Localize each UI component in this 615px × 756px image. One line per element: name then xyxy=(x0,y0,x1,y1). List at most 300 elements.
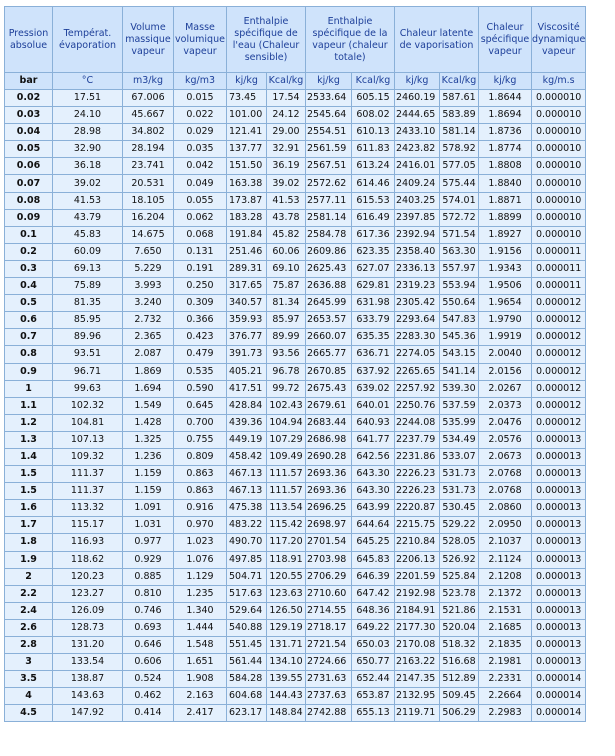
table-cell: 0.4 xyxy=(5,278,52,294)
table-cell: 2215.75 xyxy=(395,517,439,533)
table-cell: 138.87 xyxy=(53,671,122,687)
table-cell: 0.049 xyxy=(174,175,226,191)
unit-header: kj/kg xyxy=(395,73,439,89)
table-cell: 2.417 xyxy=(174,705,226,721)
table-cell: 2.732 xyxy=(123,312,173,328)
table-cell: 0.8 xyxy=(5,346,52,362)
table-cell: 89.96 xyxy=(53,329,122,345)
table-row xyxy=(5,671,585,687)
table-cell: 0.590 xyxy=(174,381,226,397)
table-row xyxy=(5,141,585,157)
table-cell: 578.92 xyxy=(440,141,478,157)
table-cell: 646.39 xyxy=(352,569,394,585)
table-cell: 561.44 xyxy=(227,654,266,670)
table-cell: 2742.88 xyxy=(306,705,351,721)
table-cell: 2.1835 xyxy=(479,637,531,653)
table-row xyxy=(5,107,585,123)
table-cell: 551.45 xyxy=(227,637,266,653)
table-cell: 1.5 xyxy=(5,466,52,482)
table-cell: 1.1 xyxy=(5,398,52,414)
table-cell: 0.000013 xyxy=(532,500,585,516)
column-header: Températ. évaporation xyxy=(53,7,122,72)
table-cell: 117.20 xyxy=(267,534,305,550)
table-cell: 0.755 xyxy=(174,432,226,448)
table-cell: 2.0267 xyxy=(479,381,531,397)
table-cell: 2177.30 xyxy=(395,620,439,636)
table-cell: 2423.82 xyxy=(395,141,439,157)
table-cell: 475.38 xyxy=(227,500,266,516)
table-cell: 2163.22 xyxy=(395,654,439,670)
table-cell: 137.77 xyxy=(227,141,266,157)
table-cell: 2170.08 xyxy=(395,637,439,653)
table-cell: 0.07 xyxy=(5,175,52,191)
table-cell: 571.54 xyxy=(440,227,478,243)
table-cell: 2665.77 xyxy=(306,346,351,362)
table-cell: 20.531 xyxy=(123,175,173,191)
table-cell: 0.000013 xyxy=(532,552,585,568)
table-cell: 1.159 xyxy=(123,466,173,482)
table-cell: 359.93 xyxy=(227,312,266,328)
table-cell: 615.53 xyxy=(352,193,394,209)
table-cell: 1 xyxy=(5,381,52,397)
table-cell: 17.51 xyxy=(53,90,122,106)
table-cell: 0.06 xyxy=(5,158,52,174)
table-cell: 1.091 xyxy=(123,500,173,516)
table-cell: 2554.51 xyxy=(306,124,351,140)
table-cell: 611.83 xyxy=(352,141,394,157)
table-cell: 2184.91 xyxy=(395,603,439,619)
table-cell: 0.6 xyxy=(5,312,52,328)
table-cell: 0.809 xyxy=(174,449,226,465)
unit-header: kj/kg xyxy=(306,73,351,89)
table-cell: 0.000013 xyxy=(532,586,585,602)
table-cell: 623.17 xyxy=(227,705,266,721)
table-cell: 0.068 xyxy=(174,227,226,243)
table-cell: 0.7 xyxy=(5,329,52,345)
table-cell: 483.22 xyxy=(227,517,266,533)
table-cell: 131.71 xyxy=(267,637,305,653)
unit-header: Kcal/kg xyxy=(440,73,478,89)
table-cell: 439.36 xyxy=(227,415,266,431)
table-cell: 2679.61 xyxy=(306,398,351,414)
table-cell: 531.73 xyxy=(440,483,478,499)
table-cell: 111.37 xyxy=(53,466,122,482)
table-cell: 0.645 xyxy=(174,398,226,414)
table-cell: 2701.54 xyxy=(306,534,351,550)
table-cell: 2210.84 xyxy=(395,534,439,550)
table-cell: 2.0673 xyxy=(479,449,531,465)
table-cell: 631.98 xyxy=(352,295,394,311)
table-cell: 2226.23 xyxy=(395,466,439,482)
table-cell: 604.68 xyxy=(227,688,266,704)
table-cell: 1.235 xyxy=(174,586,226,602)
table-cell: 1.8899 xyxy=(479,210,531,226)
table-cell: 512.89 xyxy=(440,671,478,687)
table-cell: 1.548 xyxy=(174,637,226,653)
table-cell: 16.204 xyxy=(123,210,173,226)
table-cell: 0.000010 xyxy=(532,124,585,140)
table-cell: 0.000013 xyxy=(532,432,585,448)
table-cell: 0.000014 xyxy=(532,688,585,704)
table-row xyxy=(5,261,585,277)
table-cell: 85.95 xyxy=(53,312,122,328)
table-cell: 2119.71 xyxy=(395,705,439,721)
column-header: Volume massique vapeur xyxy=(123,7,173,72)
table-cell: 0.042 xyxy=(174,158,226,174)
table-cell: 553.94 xyxy=(440,278,478,294)
table-cell: 2336.13 xyxy=(395,261,439,277)
table-cell: 0.062 xyxy=(174,210,226,226)
table-cell: 0.250 xyxy=(174,278,226,294)
table-cell: 650.77 xyxy=(352,654,394,670)
table-cell: 115.17 xyxy=(53,517,122,533)
table-cell: 191.84 xyxy=(227,227,266,243)
table-cell: 520.04 xyxy=(440,620,478,636)
table-cell: 96.78 xyxy=(267,364,305,380)
column-header: Enthalpie spécifique de la vapeur (chaleur totale) xyxy=(306,7,394,72)
table-cell: 587.61 xyxy=(440,90,478,106)
table-cell: 1.9919 xyxy=(479,329,531,345)
table-cell: 1.8644 xyxy=(479,90,531,106)
table-cell: 3 xyxy=(5,654,52,670)
table-cell: 1.6 xyxy=(5,500,52,516)
table-cell: 0.000010 xyxy=(532,193,585,209)
table-cell: 2.0156 xyxy=(479,364,531,380)
table-cell: 1.9 xyxy=(5,552,52,568)
table-cell: 1.031 xyxy=(123,517,173,533)
table-cell: 449.19 xyxy=(227,432,266,448)
table-row xyxy=(5,586,585,602)
table-cell: 2.1037 xyxy=(479,534,531,550)
table-cell: 0.700 xyxy=(174,415,226,431)
table-cell: 2.2 xyxy=(5,586,52,602)
table-cell: 0.863 xyxy=(174,466,226,482)
table-row xyxy=(5,278,585,294)
table-cell: 89.99 xyxy=(267,329,305,345)
table-cell: 0.1 xyxy=(5,227,52,243)
table-cell: 0.000013 xyxy=(532,534,585,550)
table-cell: 648.36 xyxy=(352,603,394,619)
table-row xyxy=(5,432,585,448)
table-cell: 118.91 xyxy=(267,552,305,568)
table-cell: 116.93 xyxy=(53,534,122,550)
table-cell: 0.000013 xyxy=(532,569,585,585)
table-cell: 104.81 xyxy=(53,415,122,431)
table-cell: 574.01 xyxy=(440,193,478,209)
table-cell: 45.82 xyxy=(267,227,305,243)
table-cell: 1.129 xyxy=(174,569,226,585)
table-cell: 1.340 xyxy=(174,603,226,619)
table-cell: 289.31 xyxy=(227,261,266,277)
table-cell: 102.32 xyxy=(53,398,122,414)
table-cell: 610.13 xyxy=(352,124,394,140)
steam-properties-table xyxy=(4,6,586,722)
table-cell: 2683.44 xyxy=(306,415,351,431)
unit-header: bar xyxy=(5,73,52,89)
table-cell: 0.000013 xyxy=(532,517,585,533)
table-cell: 627.07 xyxy=(352,261,394,277)
table-cell: 0.524 xyxy=(123,671,173,687)
table-row xyxy=(5,398,585,414)
table-row xyxy=(5,466,585,482)
table-cell: 2693.36 xyxy=(306,466,351,482)
table-cell: 120.55 xyxy=(267,569,305,585)
table-cell: 2265.65 xyxy=(395,364,439,380)
table-cell: 526.92 xyxy=(440,552,478,568)
table-row xyxy=(5,193,585,209)
table-cell: 0.929 xyxy=(123,552,173,568)
table-cell: 2.365 xyxy=(123,329,173,345)
table-cell: 2577.11 xyxy=(306,193,351,209)
table-row xyxy=(5,227,585,243)
table-cell: 163.38 xyxy=(227,175,266,191)
table-cell: 608.02 xyxy=(352,107,394,123)
table-cell: 2.1124 xyxy=(479,552,531,568)
table-cell: 123.27 xyxy=(53,586,122,602)
table-cell: 2 xyxy=(5,569,52,585)
table-cell: 605.15 xyxy=(352,90,394,106)
table-cell: 0.055 xyxy=(174,193,226,209)
table-cell: 0.535 xyxy=(174,364,226,380)
table-cell: 518.32 xyxy=(440,637,478,653)
table-cell: 24.10 xyxy=(53,107,122,123)
table-cell: 2724.66 xyxy=(306,654,351,670)
table-cell: 521.86 xyxy=(440,603,478,619)
table-cell: 2545.64 xyxy=(306,107,351,123)
table-cell: 45.83 xyxy=(53,227,122,243)
table-cell: 1.8 xyxy=(5,534,52,550)
table-cell: 93.51 xyxy=(53,346,122,362)
table-cell: 123.63 xyxy=(267,586,305,602)
unit-header: kj/kg xyxy=(227,73,266,89)
table-cell: 2.8 xyxy=(5,637,52,653)
table-cell: 121.41 xyxy=(227,124,266,140)
table-row xyxy=(5,124,585,140)
table-cell: 547.83 xyxy=(440,312,478,328)
table-cell: 497.85 xyxy=(227,552,266,568)
table-cell: 652.44 xyxy=(352,671,394,687)
table-cell: 0.000011 xyxy=(532,261,585,277)
table-cell: 102.43 xyxy=(267,398,305,414)
table-cell: 18.105 xyxy=(123,193,173,209)
table-cell: 1.8736 xyxy=(479,124,531,140)
table-cell: 2433.10 xyxy=(395,124,439,140)
table-cell: 133.54 xyxy=(53,654,122,670)
table-cell: 2625.43 xyxy=(306,261,351,277)
table-cell: 584.28 xyxy=(227,671,266,687)
table-row xyxy=(5,415,585,431)
table-cell: 0.366 xyxy=(174,312,226,328)
table-cell: 67.006 xyxy=(123,90,173,106)
table-cell: 81.35 xyxy=(53,295,122,311)
table-cell: 28.194 xyxy=(123,141,173,157)
table-cell: 2416.01 xyxy=(395,158,439,174)
table-cell: 118.62 xyxy=(53,552,122,568)
table-cell: 39.02 xyxy=(53,175,122,191)
table-row xyxy=(5,620,585,636)
table-cell: 131.20 xyxy=(53,637,122,653)
column-header: Masse volumique vapeur xyxy=(174,7,226,72)
table-cell: 2609.86 xyxy=(306,244,351,260)
table-row xyxy=(5,210,585,226)
table-cell: 2409.24 xyxy=(395,175,439,191)
table-cell: 655.13 xyxy=(352,705,394,721)
table-cell: 0.916 xyxy=(174,500,226,516)
table-cell: 0.000013 xyxy=(532,483,585,499)
table-cell: 0.646 xyxy=(123,637,173,653)
table-cell: 2675.43 xyxy=(306,381,351,397)
table-cell: 81.34 xyxy=(267,295,305,311)
unit-header: Kcal/kg xyxy=(352,73,394,89)
table-cell: 2686.98 xyxy=(306,432,351,448)
table-cell: 563.30 xyxy=(440,244,478,260)
table-row xyxy=(5,346,585,362)
table-cell: 0.885 xyxy=(123,569,173,585)
table-body xyxy=(5,90,585,721)
column-header: Viscosité dynamique vapeur xyxy=(532,7,585,72)
table-cell: 2.1531 xyxy=(479,603,531,619)
units-row xyxy=(5,73,585,89)
table-cell: 34.802 xyxy=(123,124,173,140)
table-cell: 0.309 xyxy=(174,295,226,311)
table-cell: 0.000012 xyxy=(532,381,585,397)
table-cell: 653.87 xyxy=(352,688,394,704)
table-cell: 2.0768 xyxy=(479,466,531,482)
table-cell: 1.8871 xyxy=(479,193,531,209)
table-row xyxy=(5,158,585,174)
table-cell: 2584.78 xyxy=(306,227,351,243)
table-cell: 183.28 xyxy=(227,210,266,226)
table-row xyxy=(5,569,585,585)
table-cell: 251.46 xyxy=(227,244,266,260)
table-cell: 0.000010 xyxy=(532,90,585,106)
table-cell: 0.04 xyxy=(5,124,52,140)
table-cell: 1.076 xyxy=(174,552,226,568)
table-cell: 1.908 xyxy=(174,671,226,687)
table-cell: 2293.64 xyxy=(395,312,439,328)
table-cell: 2.1372 xyxy=(479,586,531,602)
table-cell: 3.993 xyxy=(123,278,173,294)
table-cell: 391.73 xyxy=(227,346,266,362)
table-cell: 1.8840 xyxy=(479,175,531,191)
table-cell: 650.03 xyxy=(352,637,394,653)
table-cell: 2201.59 xyxy=(395,569,439,585)
table-row xyxy=(5,364,585,380)
table-cell: 458.42 xyxy=(227,449,266,465)
table-cell: 36.19 xyxy=(267,158,305,174)
table-cell: 147.92 xyxy=(53,705,122,721)
table-cell: 2731.63 xyxy=(306,671,351,687)
table-cell: 1.694 xyxy=(123,381,173,397)
table-cell: 104.94 xyxy=(267,415,305,431)
table-cell: 1.4 xyxy=(5,449,52,465)
table-cell: 0.000013 xyxy=(532,603,585,619)
table-cell: 1.325 xyxy=(123,432,173,448)
table-cell: 2714.55 xyxy=(306,603,351,619)
table-cell: 2.0860 xyxy=(479,500,531,516)
table-cell: 0.9 xyxy=(5,364,52,380)
table-cell: 614.46 xyxy=(352,175,394,191)
table-cell: 637.92 xyxy=(352,364,394,380)
table-cell: 1.9343 xyxy=(479,261,531,277)
table-row xyxy=(5,517,585,533)
table-cell: 1.8927 xyxy=(479,227,531,243)
unit-header: Kcal/kg xyxy=(267,73,305,89)
table-row xyxy=(5,483,585,499)
table-cell: 113.32 xyxy=(53,500,122,516)
table-cell: 2645.99 xyxy=(306,295,351,311)
table-cell: 616.49 xyxy=(352,210,394,226)
table-cell: 0.000011 xyxy=(532,278,585,294)
table-cell: 557.97 xyxy=(440,261,478,277)
table-cell: 0.015 xyxy=(174,90,226,106)
table-cell: 0.414 xyxy=(123,705,173,721)
table-cell: 1.8808 xyxy=(479,158,531,174)
table-cell: 2274.05 xyxy=(395,346,439,362)
table-cell: 4 xyxy=(5,688,52,704)
table-cell: 0.000012 xyxy=(532,312,585,328)
table-cell: 467.13 xyxy=(227,466,266,482)
table-cell: 111.37 xyxy=(53,483,122,499)
table-cell: 0.191 xyxy=(174,261,226,277)
table-cell: 0.02 xyxy=(5,90,52,106)
table-row xyxy=(5,449,585,465)
table-cell: 2.1208 xyxy=(479,569,531,585)
table-cell: 0.423 xyxy=(174,329,226,345)
table-cell: 2636.88 xyxy=(306,278,351,294)
table-cell: 2.1981 xyxy=(479,654,531,670)
table-cell: 134.10 xyxy=(267,654,305,670)
table-cell: 2147.35 xyxy=(395,671,439,687)
table-row xyxy=(5,312,585,328)
table-cell: 2.1685 xyxy=(479,620,531,636)
table-cell: 73.45 xyxy=(227,90,266,106)
table-cell: 60.09 xyxy=(53,244,122,260)
table-cell: 531.73 xyxy=(440,466,478,482)
table-cell: 29.00 xyxy=(267,124,305,140)
table-cell: 0.000010 xyxy=(532,158,585,174)
table-cell: 1.444 xyxy=(174,620,226,636)
table-cell: 643.30 xyxy=(352,466,394,482)
table-cell: 2670.85 xyxy=(306,364,351,380)
table-cell: 1.8694 xyxy=(479,107,531,123)
table-row xyxy=(5,603,585,619)
table-cell: 0.000012 xyxy=(532,398,585,414)
table-cell: 517.63 xyxy=(227,586,266,602)
table-cell: 0.000013 xyxy=(532,637,585,653)
table-row xyxy=(5,654,585,670)
table-cell: 0.000012 xyxy=(532,329,585,345)
table-cell: 144.43 xyxy=(267,688,305,704)
table-cell: 2.163 xyxy=(174,688,226,704)
table-cell: 617.36 xyxy=(352,227,394,243)
unit-header: m3/kg xyxy=(123,73,173,89)
table-cell: 504.71 xyxy=(227,569,266,585)
table-cell: 2698.97 xyxy=(306,517,351,533)
table-cell: 45.667 xyxy=(123,107,173,123)
table-row xyxy=(5,329,585,345)
table-cell: 0.000010 xyxy=(532,141,585,157)
table-cell: 60.06 xyxy=(267,244,305,260)
column-header: Pression absolue xyxy=(5,7,52,72)
table-cell: 490.70 xyxy=(227,534,266,550)
table-cell: 115.42 xyxy=(267,517,305,533)
table-cell: 126.09 xyxy=(53,603,122,619)
table-cell: 2567.51 xyxy=(306,158,351,174)
unit-header: kj/kg xyxy=(479,73,531,89)
table-cell: 107.13 xyxy=(53,432,122,448)
table-cell: 0.000012 xyxy=(532,346,585,362)
